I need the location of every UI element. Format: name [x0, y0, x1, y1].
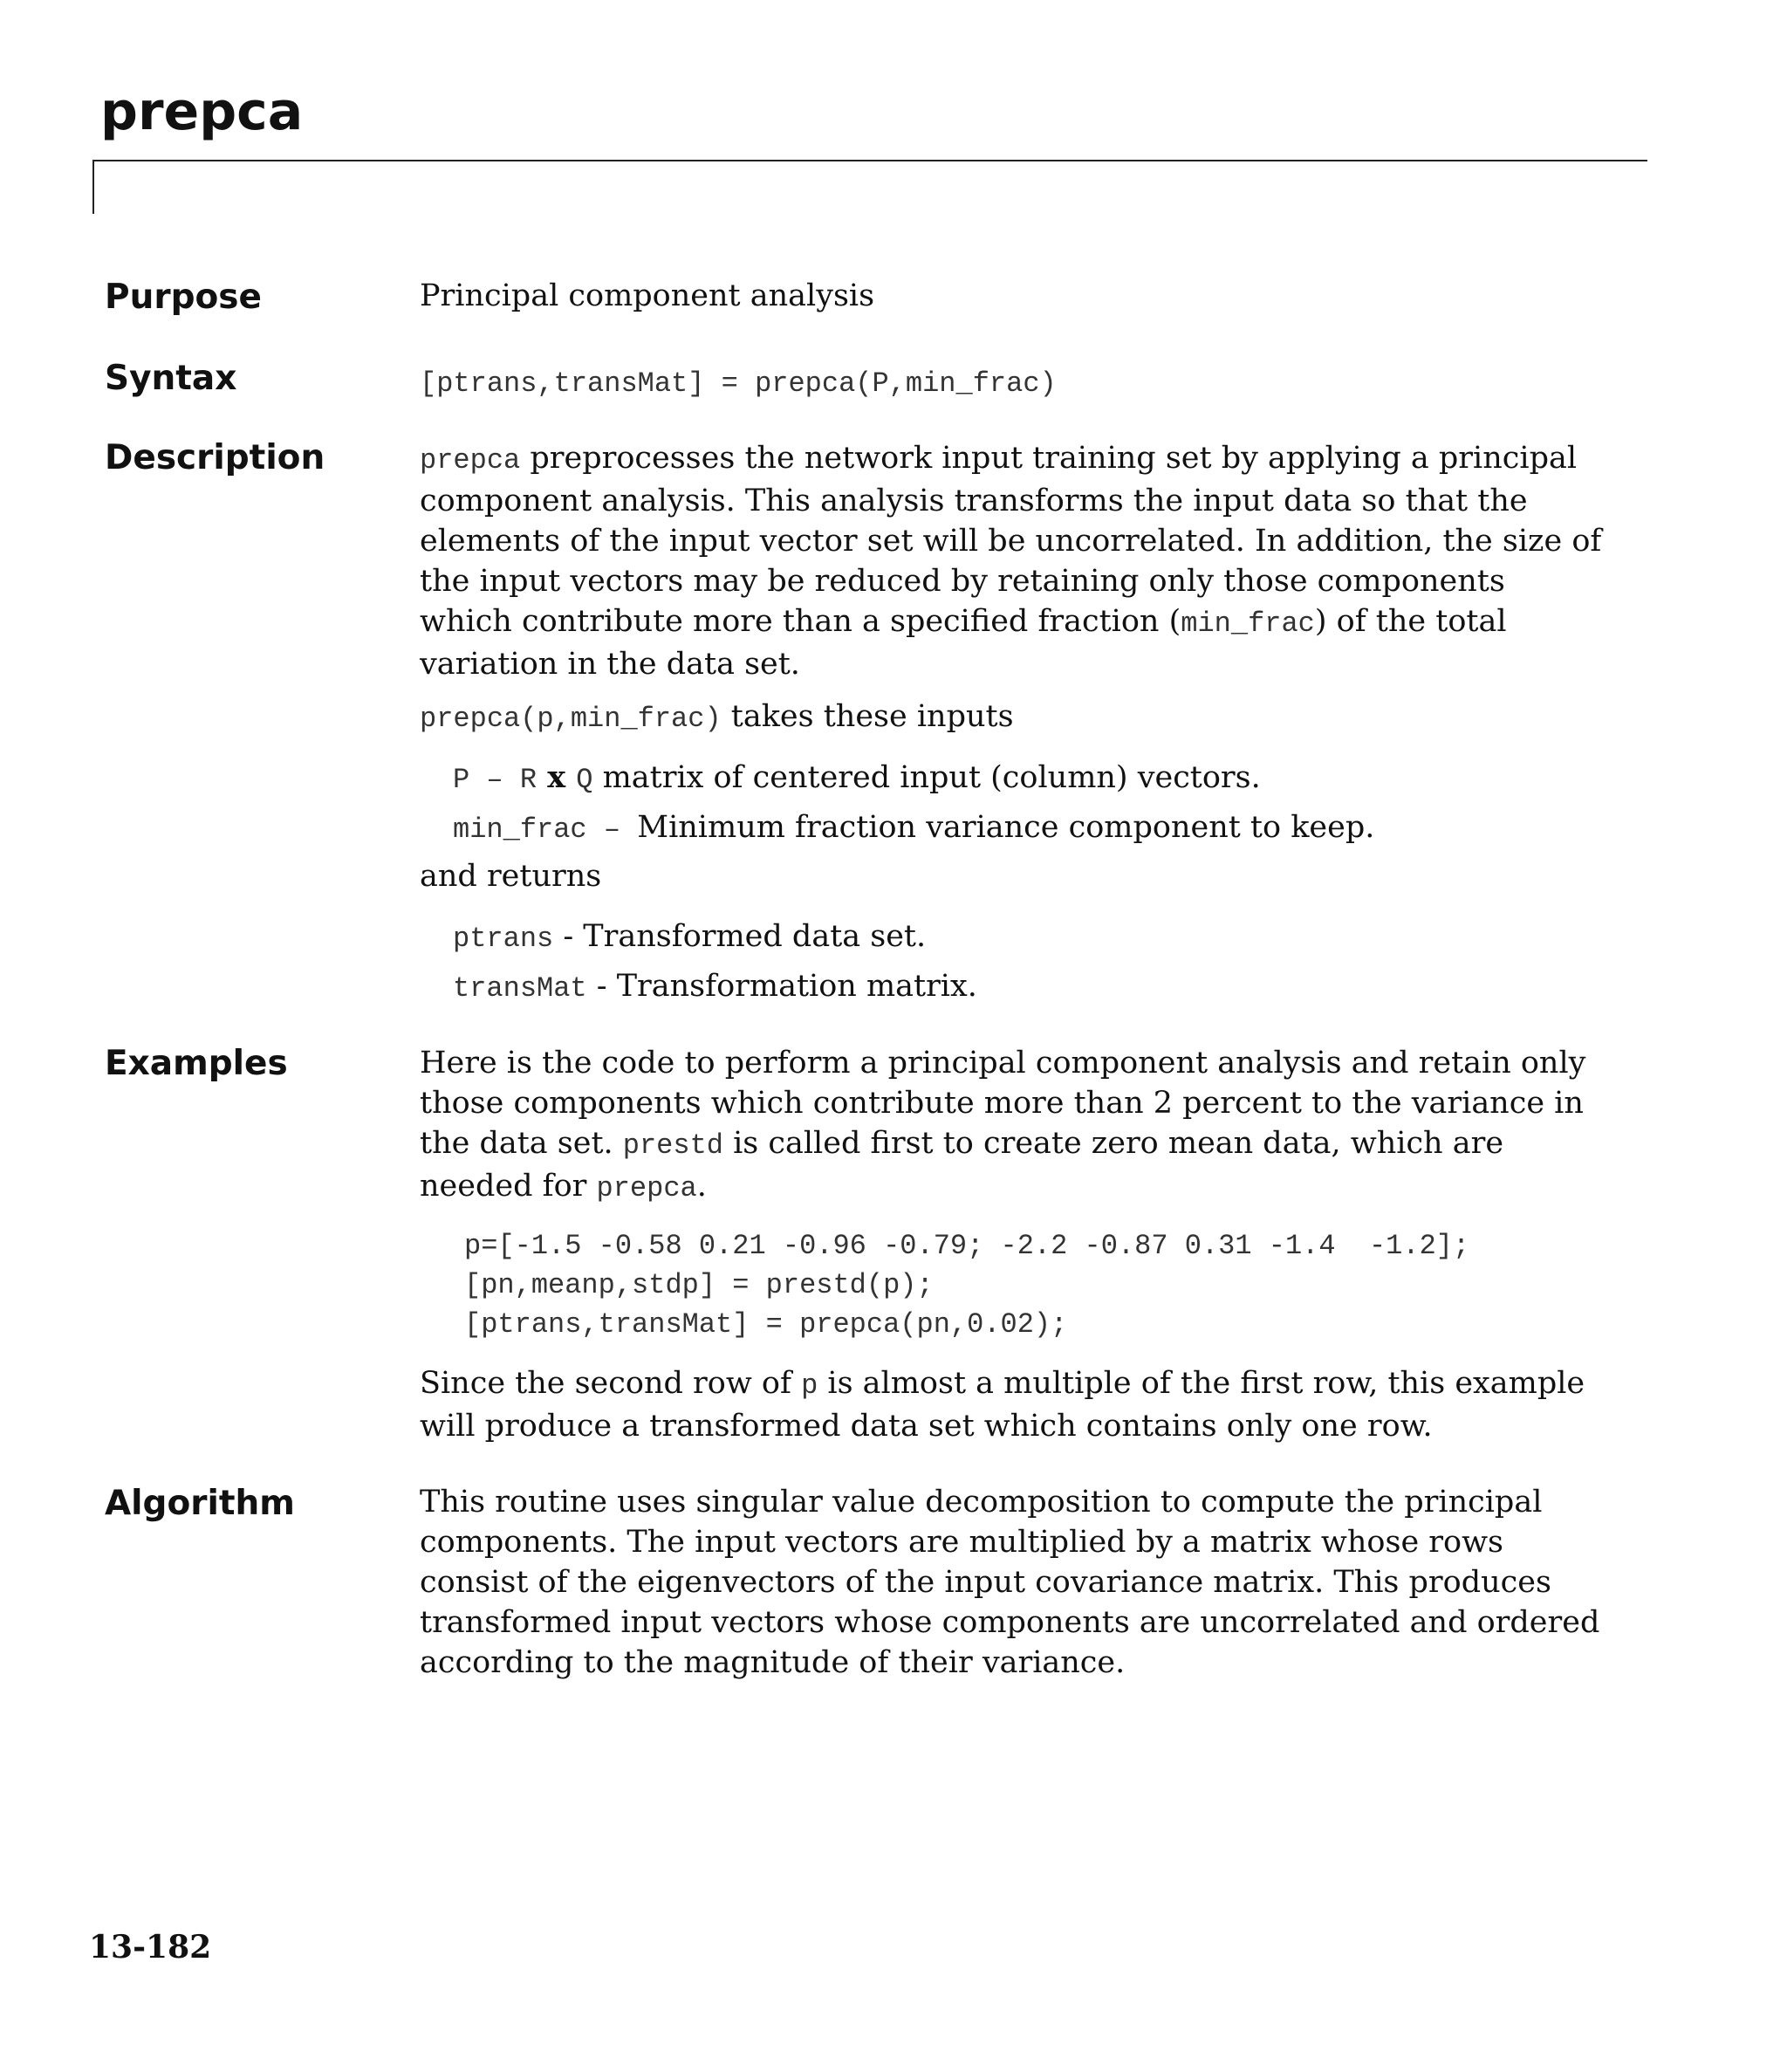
examples-text: Since the second row of	[420, 1366, 802, 1401]
arg-desc: Minimum fraction variance component to keep.	[637, 810, 1375, 845]
page-title: prepca	[100, 81, 304, 142]
arg-name: ptrans	[453, 923, 554, 955]
dim-r: R	[519, 764, 537, 796]
description-paragraph-2	[420, 696, 1606, 739]
syntax-label: Syntax	[105, 359, 237, 398]
arg-name: transMat	[453, 972, 587, 1005]
examples-text: Here is the code to perform a principal component analysis and retain only those components which contribute more than 2 percent to the variance in the data set.	[420, 1046, 1586, 1161]
header-rule	[92, 160, 1647, 161]
input-arg-row	[453, 758, 1261, 800]
code-line: [ptrans,transMat] = prepca(pn,0.02);	[464, 1308, 1068, 1341]
arg-name: min_frac	[453, 813, 587, 846]
description-text: takes these inputs	[721, 699, 1014, 734]
purpose-text	[420, 276, 1606, 316]
description-label: Description	[105, 438, 325, 477]
page-number: 13-182	[89, 1929, 212, 1966]
arg-desc: - Transformed data set.	[553, 919, 927, 954]
examples-paragraph-1	[420, 1043, 1606, 1209]
purpose-label: Purpose	[105, 278, 262, 317]
inline-code: prepca	[420, 444, 521, 477]
inline-code: p	[801, 1369, 818, 1402]
examples-text: is almost a multiple of the first row, this example will produce a transformed data set which contains only one row.	[420, 1366, 1585, 1444]
arg-desc: matrix of centered input (column) vectors.	[592, 760, 1261, 795]
examples-text: .	[696, 1169, 707, 1204]
algorithm-label: Algorithm	[105, 1484, 295, 1523]
dim-x: x	[537, 759, 577, 795]
algorithm-text: This routine uses singular value decomposition to compute the principal components. The input vectors are multiplied by a matrix whose rows consist of the eigenvectors of the input covariance matrix. This produces transformed input vectors whose components are uncorrelated and ordered according to the magnitude of their variance.	[420, 1485, 1600, 1680]
code-line: [pn,meanp,stdp] = prestd(p);	[464, 1269, 934, 1301]
syntax-block	[420, 361, 1606, 404]
description-text: ) of the total variation in the data set.	[420, 604, 1507, 682]
arg-dash: –	[586, 813, 638, 846]
arg-name: P	[453, 764, 470, 796]
returns-text: and returns	[420, 859, 602, 894]
inline-code: prepca(p,min_frac)	[420, 703, 722, 735]
inline-code: prepca	[596, 1172, 697, 1204]
examples-text: is called first to create zero mean data, which are needed for	[420, 1126, 1504, 1204]
output-arg-row	[453, 966, 977, 1009]
examples-paragraph-2	[420, 1363, 1606, 1446]
inline-code: min_frac	[1181, 607, 1315, 640]
inline-code: prestd	[622, 1129, 723, 1162]
code-line: p=[-1.5 -0.58 0.21 -0.96 -0.79; -2.2 -0.87 0.31 -1.4 -1.2];	[464, 1230, 1470, 1262]
description-paragraph-1	[420, 438, 1606, 684]
description-text: preprocesses the network input training set by applying a principal component analysis. This analysis transforms the input data so that the elements of the input vector set will be uncorrelated. In addition, the size of the input vectors may be reduced by retaining only those components which contribute more than a specified fraction (	[420, 441, 1602, 639]
dim-q: Q	[576, 764, 593, 796]
returns-label	[420, 856, 1606, 896]
header-rule-corner	[92, 160, 94, 214]
arg-dash: –	[469, 764, 520, 796]
output-arg-row	[453, 916, 926, 959]
syntax-code: [ptrans,transMat] = prepca(P,min_frac)	[420, 367, 1057, 400]
input-arg-row	[453, 807, 1374, 850]
examples-label: Examples	[105, 1044, 288, 1083]
arg-desc: - Transformation matrix.	[586, 969, 977, 1004]
purpose-paragraph: Principal component analysis	[420, 278, 875, 313]
algorithm-paragraph	[420, 1482, 1606, 1683]
